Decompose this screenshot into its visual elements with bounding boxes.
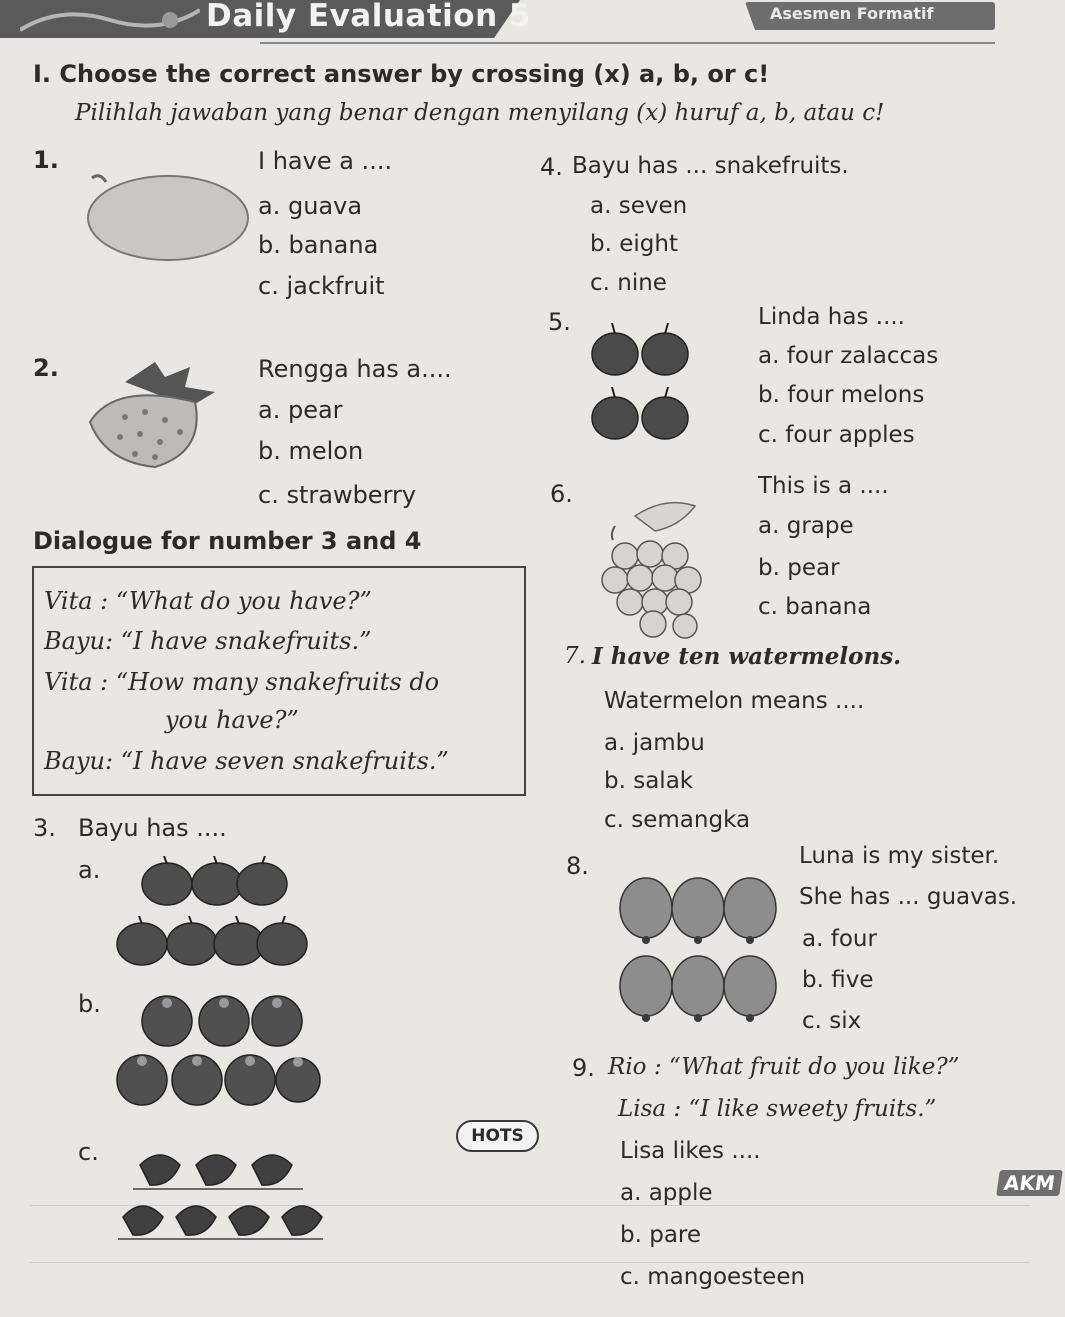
instruction-english: I. Choose the correct answer by crossing (x) a, b, or c! <box>33 60 770 88</box>
q7-option-c[interactable]: c. semangka <box>604 807 751 833</box>
q8-prompt: Luna is my sister. <box>799 843 1000 869</box>
q3-option-b[interactable]: b. <box>78 990 101 1018</box>
dialogue-line: Bayu: “I have seven snakefruits.” <box>44 747 449 775</box>
q9-prompt: Lisa likes .... <box>620 1138 761 1164</box>
q5-option-c[interactable]: c. four apples <box>758 422 915 448</box>
q8-number: 8. <box>566 852 589 880</box>
q6-option-c[interactable]: c. banana <box>758 594 872 620</box>
q5-prompt: Linda has .... <box>758 304 905 330</box>
q6-option-b[interactable]: b. pear <box>758 555 840 581</box>
q8-option-a[interactable]: a. four <box>802 926 877 952</box>
q6-option-a[interactable]: a. grape <box>758 513 854 539</box>
header-rule <box>260 42 995 44</box>
ruled-line <box>30 1262 1030 1263</box>
q4-number: 4. <box>540 153 563 181</box>
q6-prompt: This is a .... <box>758 473 889 499</box>
q4-option-c[interactable]: c. nine <box>590 270 667 296</box>
q9-dialogue-line-1: Rio : “What fruit do you like?” <box>608 1054 960 1080</box>
jackfruit-icon <box>80 170 250 265</box>
dialogue-line: you have?” <box>165 706 299 734</box>
q4-option-a[interactable]: a. seven <box>590 193 688 219</box>
q3-option-a[interactable]: a. <box>78 856 101 884</box>
melons-icon <box>112 993 322 1108</box>
q7-number: 7. <box>564 643 586 669</box>
q5-number: 5. <box>548 308 571 336</box>
q9-option-c[interactable]: c. mangoesteen <box>620 1264 806 1290</box>
q2-option-a[interactable]: a. pear <box>258 396 343 424</box>
dialogue-line: Vita : “How many snakefruits do <box>44 668 440 696</box>
instruction-indonesian: Pilihlah jawaban yang benar dengan menyilang (x) huruf a, b, atau c! <box>75 100 885 126</box>
q5-option-a[interactable]: a. four zalaccas <box>758 343 939 369</box>
assessment-badge-label: Asesmen Formatif <box>770 4 934 23</box>
q2-prompt: Rengga has a.... <box>258 355 452 383</box>
decoration-icon <box>20 0 200 40</box>
header-bar <box>0 0 1065 40</box>
page-title: Daily Evaluation 5 <box>206 0 531 34</box>
q1-number: 1. <box>33 146 59 174</box>
zalaccas-icon <box>118 1145 328 1240</box>
guavas-icon <box>618 876 788 1026</box>
q1-option-c[interactable]: c. jackfruit <box>258 272 385 300</box>
q2-option-c[interactable]: c. strawberry <box>258 481 417 509</box>
q7-option-b[interactable]: b. salak <box>604 768 694 794</box>
q5-option-b[interactable]: b. four melons <box>758 382 925 408</box>
q2-option-b[interactable]: b. melon <box>258 437 364 465</box>
q9-option-a[interactable]: a. apple <box>620 1180 713 1206</box>
q3-prompt: Bayu has .... <box>78 814 227 842</box>
four-apples-icon <box>590 318 700 446</box>
apples-icon <box>112 856 312 971</box>
dialogue-heading: Dialogue for number 3 and 4 <box>33 527 422 555</box>
q1-option-a[interactable]: a. guava <box>258 192 363 220</box>
q4-prompt: Bayu has ... snakefruits. <box>572 153 849 179</box>
q4-option-b[interactable]: b. eight <box>590 231 678 257</box>
q2-number: 2. <box>33 354 59 382</box>
dialogue-line: Bayu: “I have snakefruits.” <box>44 627 372 655</box>
q7-option-a[interactable]: a. jambu <box>604 730 705 756</box>
q8-prompt-2: She has ... guavas. <box>799 884 1018 910</box>
q7-prompt-2: Watermelon means .... <box>604 688 865 714</box>
q3-option-c[interactable]: c. <box>78 1138 99 1166</box>
q1-option-b[interactable]: b. banana <box>258 231 379 259</box>
q3-number: 3. <box>33 814 56 842</box>
q9-number: 9. <box>572 1054 595 1082</box>
akm-badge: AKM <box>996 1170 1063 1196</box>
grapes-icon <box>595 496 715 646</box>
q9-dialogue-line-2: Lisa : “I like sweety fruits.” <box>618 1096 937 1122</box>
dialogue-line: Vita : “What do you have?” <box>44 587 372 615</box>
q9-option-b[interactable]: b. pare <box>620 1222 702 1248</box>
q8-option-c[interactable]: c. six <box>802 1008 862 1034</box>
q7-prompt: I have ten watermelons. <box>592 643 902 670</box>
hots-badge: HOTS <box>456 1120 539 1152</box>
strawberry-icon <box>85 362 225 472</box>
q6-number: 6. <box>550 480 573 508</box>
q8-option-b[interactable]: b. five <box>802 967 874 993</box>
q1-prompt: I have a .... <box>258 147 393 175</box>
